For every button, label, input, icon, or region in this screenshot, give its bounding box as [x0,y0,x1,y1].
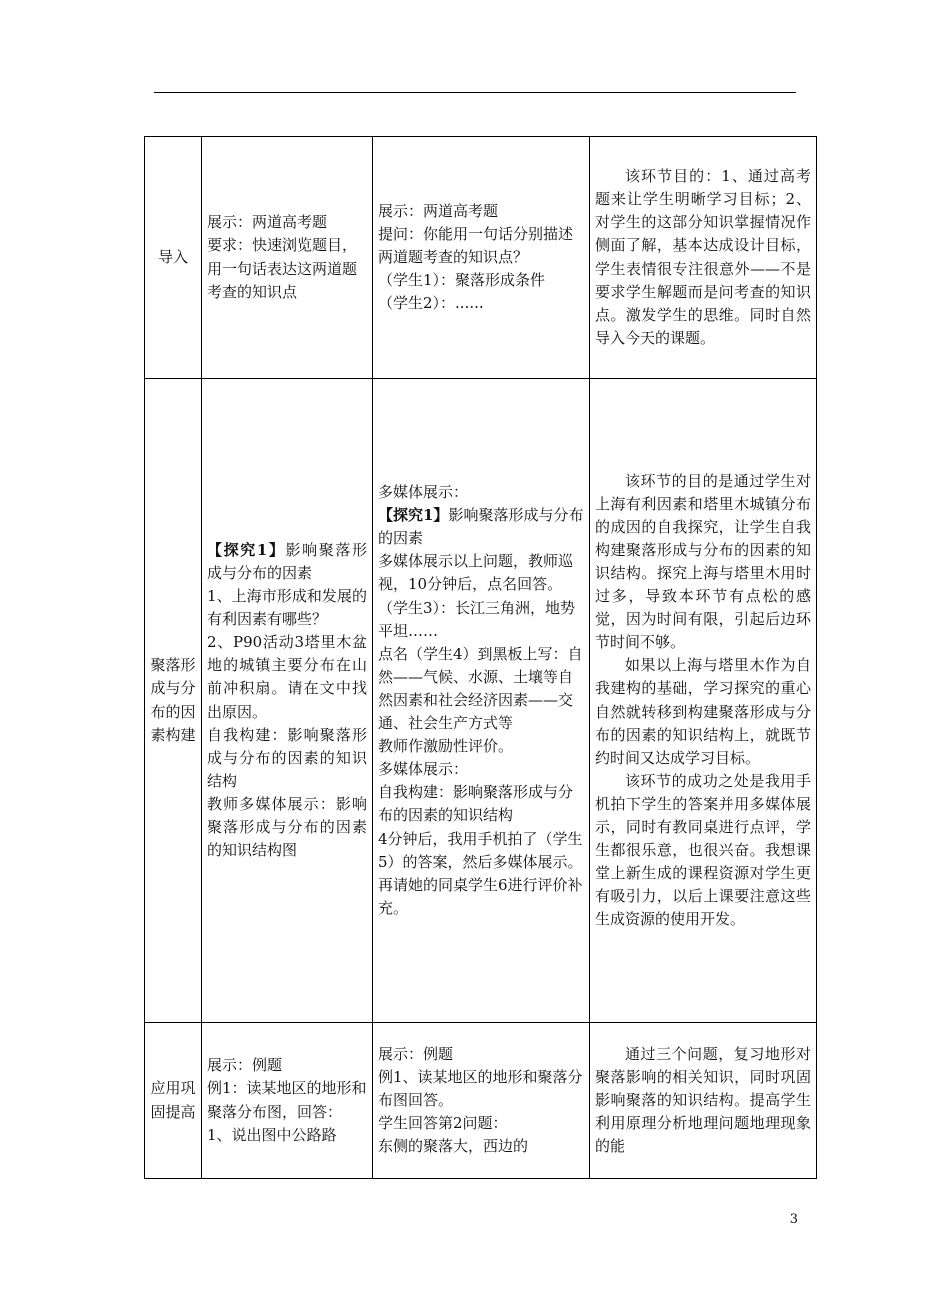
teacher-activity-cell [373,1023,590,1179]
text-line: 展示：两道高考题 [207,213,328,232]
text-line: 展示：例题 [207,1056,283,1075]
inquiry-title: 【探究1】 [207,540,286,559]
text-line: 多媒体展示： [378,760,469,779]
text-line: 2、P90活动3塔里木盆地的城镇主要分布在山前冲积扇。请在文中找出原因。 [207,633,367,721]
text-line: 东侧的聚落大，西边的 [378,1137,529,1156]
text-line: （学生3）：长江三角洲，地势平坦…… [378,598,576,640]
teacher-activity-cell [373,379,590,1023]
text-line: 多媒体展示： [378,483,469,502]
page-number: 3 [789,1212,798,1227]
text-line: （学生2）：...... [378,294,484,313]
text-line: 自我构建：影响聚落形成与分布的因素的知识结构 [378,783,574,825]
text-paragraph: 该环节目的：1、通过高考题来让学生明晰学习目标；2、对学生的这部分知识掌握情况作侧面了解，基本达成设计目标，学生表情很专注很意外——不是要求学生解题而是问考查的知识点。激发学生的思维。同时自然导入今天的课题。 [595,167,811,347]
text-line [378,504,584,550]
text-line: 展示：两道高考题 [378,201,499,220]
table-row [145,379,817,1023]
reflection-cell [590,1023,817,1179]
stage-cell: 导入 [145,137,202,379]
text-line: 展示：例题 [378,1044,454,1063]
text-paragraph: 通过三个问题，复习地形对聚落影响的相关知识，同时巩固影响聚落的知识结构。提高学生利用原理分析地理问题地理现象的能 [595,1044,811,1156]
student-activity-cell [202,137,373,379]
text-paragraph: 该环节的目的是通过学生对上海有利因素和塔里木城镇分布的成因的自我探究，让学生自我构建聚落形成与分布的因素的知识结构。探究上海与塔里木用时过多，导致本环节有点松的感觉，因为时间有限，引起后边环节时间不够。 [595,471,811,652]
teacher-activity-cell [373,137,590,379]
text-paragraph: 该环节的成功之处是我用手机拍下学生的答案并用多媒体展示，同时有教同桌进行点评，学生都很乐意，也很兴奋。我想课堂上新生成的课程资源对学生更有吸引力，以后上课要注意这些生成资源的使用开发。 [595,771,811,929]
text-line: 自我构建：影响聚落形成与分布的因素的知识结构 [207,725,367,790]
header-rule [154,92,796,93]
text-line: 多媒体展示以上问题，教师巡视，10分钟后，点名回答。 [378,552,574,594]
text-line: 1、上海市形成和发展的有利因素有哪些？ [207,587,367,629]
reflection-cell [590,137,817,379]
text-line: 4分钟后，我用手机拍了（学生5）的答案，然后多媒体展示。再请她的同桌学生6进行评价补充。 [378,829,583,917]
text-line: 例1、读某地区的地形和聚落分布图回答。 [378,1067,583,1109]
text-line: 1、说出图中公路路 [207,1125,337,1144]
text-line: （学生1）：聚落形成条件 [378,271,546,290]
reflection-cell [590,379,817,1023]
inquiry-title-rest: 影响聚落形成与分布的因素 [378,506,584,548]
text-line: 提问：你能用一句话分别描述两道题考查的知识点？ [378,224,574,266]
text-line: 教师作激励性评价。 [378,737,514,756]
text-line: 要求：快速浏览题目，用一句话表达这两道题考查的知识点 [207,236,358,301]
text-paragraph: 如果以上海与塔里木作为自我建构的基础，学习探究的重心自然就转移到构建聚落形成与分布的因素的知识结构上，就既节约时间又达成学习目标。 [595,656,811,767]
text-line [207,539,367,585]
inquiry-title: 【探究1】 [378,506,449,525]
text-line: 例1：读某地区的地形和聚落分布图，回答： [207,1079,367,1121]
lesson-table [144,136,817,1179]
text-line: 学生回答第2问题： [378,1114,508,1133]
text-line: 点名（学生4）到黑板上写：自然——气候、水源、土壤等自然因素和社会经济因素——交通、社会生产方式等 [378,644,583,733]
table-row [145,1023,817,1179]
table-row [145,137,817,379]
student-activity-cell [202,1023,373,1179]
stage-cell: 应用巩固提高 [145,1023,202,1179]
stage-cell: 聚落形成与分布的因素构建 [145,379,202,1023]
inquiry-title-rest: 影响聚落形成与分布的因素 [207,540,367,582]
student-activity-cell [202,379,373,1023]
text-line: 教师多媒体展示：影响聚落形成与分布的因素的知识结构图 [207,794,367,860]
